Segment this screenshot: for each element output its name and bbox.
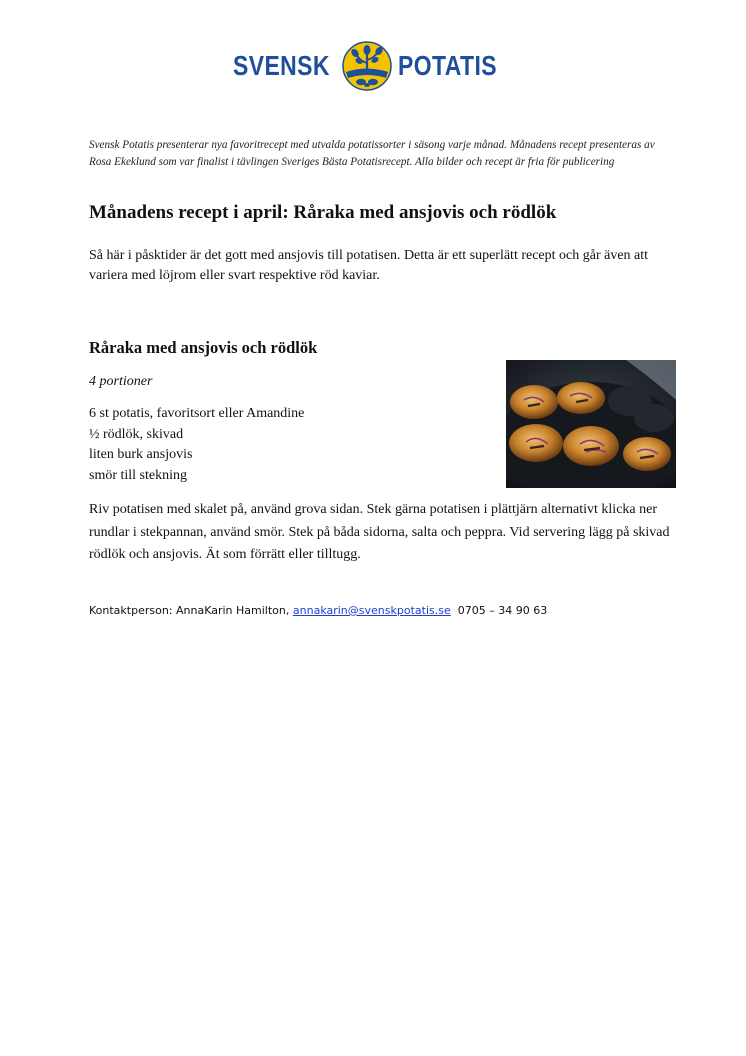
recipe-title: Råraka med ansjovis och rödlök xyxy=(89,338,318,357)
method-paragraph: Riv potatisen med skalet på, använd grova sidan. Stek gärna potatisen i plättjärn alternativt klicka ner rundlar i stekpannan, använd smör. Stek på båda sidorna, salta och peppra. Vid servering lägg på skivad rödlök och ansjovis. Ät som förrätt eller tilltugg. xyxy=(89,502,670,562)
potato-plant-emblem-icon xyxy=(342,41,392,91)
ingredient-item: smör till stekning xyxy=(89,467,187,483)
ingredient-item: liten burk ansjovis xyxy=(89,447,193,462)
contact-line xyxy=(89,603,689,619)
ingredient-list xyxy=(89,404,469,486)
contact-email-link[interactable]: annakarin@svenskpotatis.se xyxy=(292,604,451,617)
svensk-potatis-logo xyxy=(233,40,505,92)
intro-text: Svensk Potatis presenterar nya favoritrecept med utvalda potatissorter i säsong varje månad. Månadens recept presenteras av Rosa Ekeklund som var finalist i tävlingen Sveriges Bästa Potatisrecept. Alla bilder och recept är fria för publicering xyxy=(89,139,655,168)
contact-phone: 0705 – 34 90 63 xyxy=(457,604,548,617)
lead-paragraph: Så här i påsktider är det gott med ansjovis till potatisen. Detta är ett superlätt recept och går även att variera med löjrom eller svart respektive röd kaviar. xyxy=(89,248,649,283)
page-title: Månadens recept i april: Råraka med ansjovis och rödlök xyxy=(89,202,557,223)
ingredient-item: ½ rödlök, skivad xyxy=(89,426,184,442)
recipe-portions: 4 portioner xyxy=(89,374,153,389)
ingredient-item: 6 st potatis, favoritsort eller Amandine xyxy=(89,406,305,421)
raraka-photo xyxy=(506,360,676,488)
logo-left-word: SVENSK xyxy=(233,50,330,81)
logo-right-word: POTATIS xyxy=(398,50,497,81)
contact-label: Kontaktperson: AnnaKarin Hamilton, xyxy=(89,604,290,617)
